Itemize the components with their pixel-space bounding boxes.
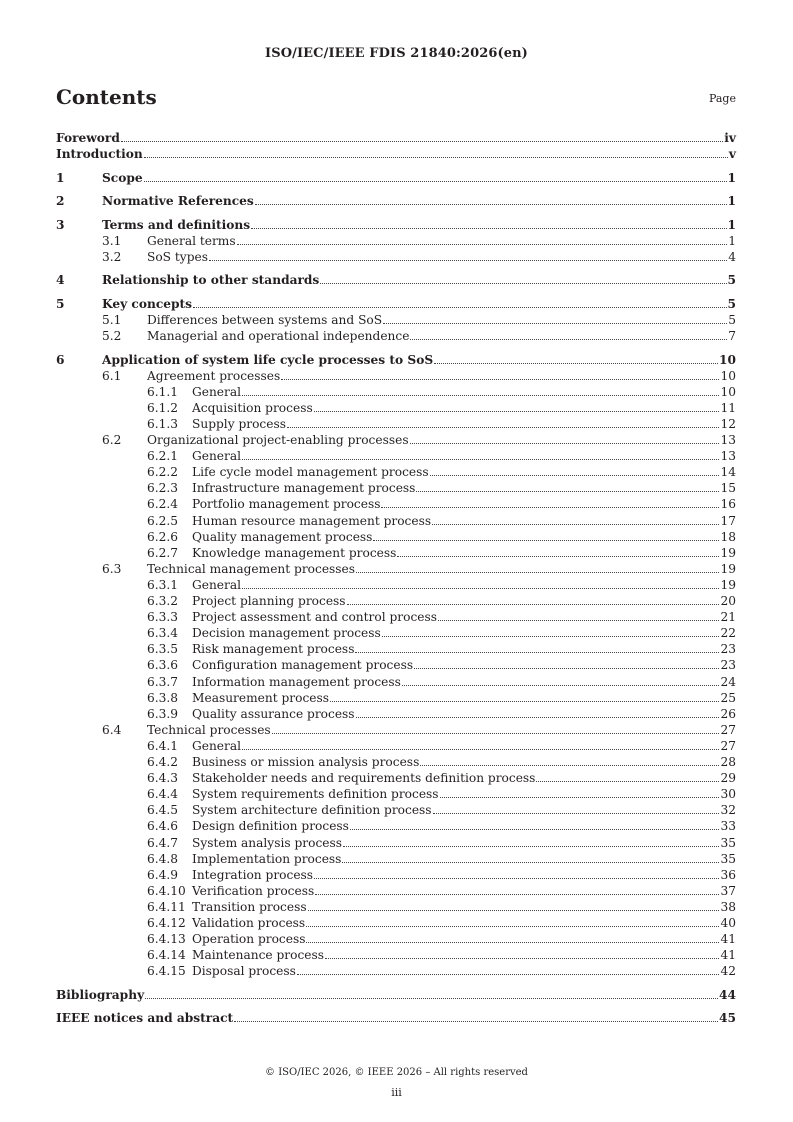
dot-leader xyxy=(234,1021,718,1022)
page-column-label: Page xyxy=(708,92,736,105)
toc-entry[interactable] xyxy=(56,689,736,705)
toc-entry-number: 6.2 xyxy=(102,433,122,447)
toc-entry-page: 1 xyxy=(727,170,736,185)
toc-entry-number: 6.3.7 xyxy=(147,674,179,689)
toc-entry[interactable] xyxy=(56,528,736,544)
toc-entry-number: 2 xyxy=(56,194,65,209)
dot-leader xyxy=(381,507,719,508)
toc-entry-title: Transition process xyxy=(192,899,307,914)
toc-entry[interactable] xyxy=(56,311,736,327)
toc-entry-page: 19 xyxy=(720,545,736,560)
toc-entry-number: 6.4.1 xyxy=(147,738,179,753)
toc-entry[interactable] xyxy=(56,624,736,640)
toc-entry[interactable] xyxy=(56,512,736,528)
toc-entry-title: Validation process xyxy=(192,916,306,930)
toc-entry-number: 6.2.7 xyxy=(147,545,179,560)
toc-entry-title: Verification process xyxy=(192,883,315,898)
dot-leader xyxy=(144,157,728,158)
toc-entry-page: 21 xyxy=(720,610,736,625)
dot-leader xyxy=(355,652,719,653)
toc-entry[interactable] xyxy=(56,866,736,882)
toc-entry-title: SoS types xyxy=(147,249,208,264)
toc-entry-page: 38 xyxy=(720,899,736,914)
toc-entry[interactable] xyxy=(56,248,736,264)
toc-entry-page: 36 xyxy=(720,867,736,882)
dot-leader xyxy=(287,427,720,428)
toc-entry-page: 32 xyxy=(720,803,736,818)
dot-leader xyxy=(347,604,720,605)
toc-entry-number: 5 xyxy=(56,296,65,311)
toc-entry-page: 12 xyxy=(720,416,736,431)
toc-entry-number: 6.4.13 xyxy=(147,932,186,947)
toc-entry-title: System requirements definition process xyxy=(192,787,439,802)
toc-entry-number: 6.2.4 xyxy=(147,497,179,512)
toc-entry-page: 13 xyxy=(720,449,736,464)
toc-entry[interactable] xyxy=(56,216,736,232)
toc-entry-number: 6 xyxy=(56,352,65,367)
toc-entry-title: Life cycle model management process xyxy=(192,465,429,480)
toc-entry-page: 14 xyxy=(720,465,736,480)
dot-leader xyxy=(438,620,719,621)
toc-entry-title: Project assessment and control process xyxy=(192,610,437,625)
toc-entry-number: 6.1.1 xyxy=(147,384,179,399)
contents-title: Contents xyxy=(56,85,157,109)
toc-entry-number: 6.4.3 xyxy=(147,771,179,786)
toc-entry[interactable] xyxy=(56,192,736,208)
dot-leader xyxy=(342,862,719,863)
dot-leader xyxy=(144,181,727,182)
toc-entry-number: 6.4.2 xyxy=(147,755,179,769)
toc-entry-title: Knowledge management process xyxy=(192,545,397,560)
toc-entry[interactable] xyxy=(56,705,736,721)
page-number: iii xyxy=(391,1086,402,1099)
dot-leader xyxy=(306,942,719,943)
dot-leader xyxy=(414,668,719,669)
toc-entry-title: System architecture definition process xyxy=(192,803,432,818)
toc-entry[interactable] xyxy=(56,351,736,367)
toc-entry[interactable] xyxy=(56,271,736,287)
dot-leader xyxy=(281,379,719,380)
toc-entry-number: 6.3.4 xyxy=(147,626,179,641)
dot-leader xyxy=(242,749,719,750)
toc-entry-page: 27 xyxy=(720,738,736,753)
toc-entry-number: 6.4.9 xyxy=(147,867,179,882)
toc-entry-number: 6.4.5 xyxy=(147,803,179,818)
toc-entry[interactable] xyxy=(56,232,736,248)
toc-entry-title: Disposal process xyxy=(192,964,296,979)
toc-entry-number: 6.4 xyxy=(102,722,122,737)
toc-entry-title: Stakeholder needs and requirements definition process xyxy=(192,771,536,786)
toc-entry-title: Foreword xyxy=(56,131,120,145)
toc-entry-title: Normative References xyxy=(102,194,254,209)
toc-entry-page: 41 xyxy=(720,932,736,947)
toc-entry-title: Design definition process xyxy=(192,819,349,834)
toc-entry-number: 6.3.5 xyxy=(147,642,179,657)
toc-entry-number: 6.2.3 xyxy=(147,481,179,496)
toc-entry-page: 1 xyxy=(727,217,736,232)
dot-leader xyxy=(242,588,719,589)
copyright-footer: © ISO/IEC 2026, © IEEE 2026 – All rights reserved xyxy=(265,1067,528,1078)
toc-entry-number: 6.4.15 xyxy=(147,964,186,979)
toc-entry-number: 6.4.10 xyxy=(147,883,186,898)
toc-entry-title: General xyxy=(192,384,241,399)
toc-entry-title: Measurement process xyxy=(192,690,330,705)
toc-entry[interactable] xyxy=(56,737,736,753)
toc-entry-title: Risk management process xyxy=(192,642,355,657)
toc-entry-page: 10 xyxy=(720,368,736,383)
document-header: ISO/IEC/IEEE FDIS 21840:2026(en) xyxy=(265,46,528,61)
dot-leader xyxy=(433,813,720,814)
toc-entry-page: 5 xyxy=(727,273,736,288)
toc-entry-number: 6.4.12 xyxy=(147,916,186,930)
toc-entry[interactable] xyxy=(56,721,736,737)
toc-entry-page: 4 xyxy=(728,249,736,264)
dot-leader xyxy=(320,283,726,284)
toc-entry-number: 6.3.1 xyxy=(147,577,179,592)
toc-entry-title: Implementation process xyxy=(192,851,342,866)
dot-leader xyxy=(121,141,723,142)
toc-entry-page: 41 xyxy=(720,948,736,963)
toc-entry-number: 3 xyxy=(56,217,65,232)
dot-leader xyxy=(314,411,720,412)
toc-entry-title: Introduction xyxy=(56,147,143,162)
toc-entry-number: 6.2.2 xyxy=(147,465,179,480)
toc-entry-number: 5.1 xyxy=(102,312,122,327)
toc-entry[interactable] xyxy=(56,817,736,833)
toc-entry[interactable] xyxy=(56,447,736,463)
toc-entry[interactable] xyxy=(56,914,736,930)
toc-entry-number: 6.2.6 xyxy=(147,529,179,544)
toc-entry[interactable] xyxy=(56,327,736,343)
toc-entry-title: Relationship to other standards xyxy=(102,273,320,288)
toc-entry-page: 33 xyxy=(720,819,736,834)
toc-entry-number: 6.4.11 xyxy=(147,899,186,914)
toc-entry[interactable] xyxy=(56,801,736,817)
toc-entry-title: Bibliography xyxy=(56,987,145,1002)
dot-leader xyxy=(382,636,720,637)
toc-entry-page: 19 xyxy=(720,577,736,592)
dot-leader xyxy=(434,363,718,364)
dot-leader xyxy=(373,540,719,541)
dot-leader xyxy=(410,443,720,444)
toc-entry-page: 27 xyxy=(720,722,736,737)
dot-leader xyxy=(308,910,720,911)
toc-entry-title: Operation process xyxy=(192,932,306,947)
toc-entry-page: 5 xyxy=(727,296,736,311)
toc-entry-page: 10 xyxy=(719,352,736,367)
toc-entry-page: 42 xyxy=(720,964,736,979)
toc-entry[interactable] xyxy=(56,640,736,656)
toc-entry[interactable] xyxy=(56,882,736,898)
toc-entry-page: 44 xyxy=(719,987,736,1002)
toc-entry[interactable] xyxy=(56,769,736,785)
toc-entry-page: 7 xyxy=(728,329,736,343)
toc-entry[interactable] xyxy=(56,576,736,592)
toc-entry[interactable] xyxy=(56,129,736,145)
toc-entry-page: 28 xyxy=(720,755,736,769)
toc-entry-title: Quality management process xyxy=(192,529,373,544)
toc-entry-number: 6.3.6 xyxy=(147,658,179,673)
toc-entry[interactable] xyxy=(56,785,736,801)
toc-entry-number: 4 xyxy=(56,273,65,288)
toc-entry[interactable] xyxy=(56,367,736,383)
dot-leader xyxy=(242,395,719,396)
toc-entry-number: 3.1 xyxy=(102,233,122,248)
toc-entry-number: 6.3 xyxy=(102,561,122,576)
dot-leader xyxy=(306,926,719,927)
toc-entry-title: General xyxy=(192,738,241,753)
dot-leader xyxy=(536,781,719,782)
toc-entry-title: Acquisition process xyxy=(192,400,313,415)
toc-entry[interactable] xyxy=(56,495,736,511)
dot-leader xyxy=(410,339,727,340)
dot-leader xyxy=(432,524,719,525)
toc-entry-title: Business or mission analysis process xyxy=(192,755,420,769)
toc-entry-page: 35 xyxy=(720,835,736,850)
toc-entry-title: Technical processes xyxy=(147,722,271,737)
toc-entry-number: 1 xyxy=(56,170,65,185)
dot-leader xyxy=(297,974,720,975)
toc-entry-title: Technical management processes xyxy=(147,561,356,576)
toc-entry[interactable] xyxy=(56,608,736,624)
toc-entry-page: 22 xyxy=(720,626,736,641)
toc-entry-page: 1 xyxy=(727,194,736,209)
toc-entry-title: Information management process xyxy=(192,674,401,689)
toc-entry-page: 37 xyxy=(720,883,736,898)
dot-leader xyxy=(356,717,720,718)
toc-entry-title: Infrastructure management process xyxy=(192,481,416,496)
toc-entry[interactable] xyxy=(56,673,736,689)
dot-leader xyxy=(416,491,719,492)
toc-entry-number: 6.3.3 xyxy=(147,610,179,625)
toc-entry[interactable] xyxy=(56,962,736,978)
toc-entry[interactable] xyxy=(56,399,736,415)
dot-leader xyxy=(251,228,726,229)
toc-entry[interactable] xyxy=(56,479,736,495)
toc-entry-title: Application of system life cycle processes to SoS xyxy=(102,352,434,367)
toc-entry-title: Maintenance process xyxy=(192,948,324,963)
toc-entry-page: 40 xyxy=(720,916,736,930)
dot-leader xyxy=(237,244,728,245)
toc-entry-title: Managerial and operational independence xyxy=(147,329,410,343)
toc-entry[interactable] xyxy=(56,560,736,576)
dot-leader xyxy=(314,878,719,879)
toc-entry-number: 6.2.1 xyxy=(147,449,179,464)
toc-entry-title: System analysis process xyxy=(192,835,342,850)
toc-entry-number: 6.2.5 xyxy=(147,513,179,528)
toc-entry-page: 5 xyxy=(728,312,736,327)
toc-entry-page: 23 xyxy=(720,658,736,673)
dot-leader xyxy=(193,307,727,308)
toc-entry[interactable] xyxy=(56,834,736,850)
toc-entry[interactable] xyxy=(56,169,736,185)
toc-entry-page: 29 xyxy=(720,771,736,786)
toc-entry[interactable] xyxy=(56,1009,736,1025)
toc-entry-number: 6.4.6 xyxy=(147,819,179,834)
toc-entry-number: 6.4.8 xyxy=(147,851,179,866)
toc-entry[interactable] xyxy=(56,295,736,311)
toc-entry-page: 30 xyxy=(720,787,736,802)
toc-entry[interactable] xyxy=(56,850,736,866)
toc-entry-number: 6.4.7 xyxy=(147,835,179,850)
toc-entry[interactable] xyxy=(56,753,736,769)
toc-entry-page: 23 xyxy=(720,642,736,657)
dot-leader xyxy=(420,765,719,766)
toc-entry-page: 26 xyxy=(720,706,736,721)
dot-leader xyxy=(397,556,719,557)
dot-leader xyxy=(343,846,719,847)
toc-entry-number: 6.4.14 xyxy=(147,948,186,963)
dot-leader xyxy=(356,572,719,573)
toc-entry-number: 6.1 xyxy=(102,368,122,383)
toc-entry-title: Integration process xyxy=(192,867,314,882)
toc-entry-title: Scope xyxy=(102,170,143,185)
toc-entry-title: Quality assurance process xyxy=(192,706,355,721)
toc-entry-page: 1 xyxy=(728,233,736,248)
toc-entry-number: 6.4.4 xyxy=(147,787,179,802)
dot-leader xyxy=(440,797,720,798)
toc-entry[interactable] xyxy=(56,431,736,447)
toc-entry-number: 6.3.9 xyxy=(147,706,179,721)
toc-entry[interactable] xyxy=(56,946,736,962)
toc-entry-title: Terms and definitions xyxy=(102,217,251,232)
toc-entry-page: 20 xyxy=(720,594,736,608)
toc-entry-page: 19 xyxy=(720,561,736,576)
toc-entry-page: 16 xyxy=(720,497,736,512)
toc-entry-title: IEEE notices and abstract xyxy=(56,1011,234,1026)
toc-entry-number: 5.2 xyxy=(102,329,122,343)
toc-entry-title: General xyxy=(192,577,241,592)
toc-entry-page: v xyxy=(728,147,736,162)
dot-leader xyxy=(430,475,720,476)
toc-entry-number: 6.3.2 xyxy=(147,594,179,608)
toc-entry-page: 25 xyxy=(720,690,736,705)
dot-leader xyxy=(350,829,720,830)
dot-leader xyxy=(325,958,719,959)
toc-entry[interactable] xyxy=(56,383,736,399)
toc-entry-number: 3.2 xyxy=(102,249,122,264)
toc-entry[interactable] xyxy=(56,930,736,946)
dot-leader xyxy=(383,323,727,324)
toc-entry-title: Key concepts xyxy=(102,296,193,311)
toc-entry[interactable] xyxy=(56,415,736,431)
dot-leader xyxy=(242,459,719,460)
toc-entry-page: 17 xyxy=(720,513,736,528)
toc-entry-title: General xyxy=(192,449,241,464)
dot-leader xyxy=(255,204,727,205)
dot-leader xyxy=(145,998,718,999)
toc-entry-page: 45 xyxy=(719,1011,736,1026)
toc-entry-number: 6.1.2 xyxy=(147,400,179,415)
toc-entry-title: Portfolio management process xyxy=(192,497,381,512)
toc-entry-page: 13 xyxy=(720,433,736,447)
toc-entry[interactable] xyxy=(56,145,736,161)
toc-entry-title: Organizational project-enabling processes xyxy=(147,433,409,447)
toc-entry-page: iv xyxy=(724,131,736,145)
toc-entry-number: 6.3.8 xyxy=(147,690,179,705)
toc-entry-page: 11 xyxy=(720,400,736,415)
toc-entry-title: Supply process xyxy=(192,416,286,431)
toc-entry[interactable] xyxy=(56,463,736,479)
toc-entry[interactable] xyxy=(56,592,736,608)
dot-leader xyxy=(330,701,719,702)
toc-entry-title: General terms xyxy=(147,233,236,248)
toc-entry[interactable] xyxy=(56,986,736,1002)
toc-entry-title: Differences between systems and SoS xyxy=(147,312,383,327)
toc-entry-number: 6.1.3 xyxy=(147,416,179,431)
toc-entry-title: Agreement processes xyxy=(147,368,281,383)
toc-entry-page: 15 xyxy=(720,481,736,496)
toc-entry[interactable] xyxy=(56,544,736,560)
toc-entry-page: 18 xyxy=(720,529,736,544)
toc-entry[interactable] xyxy=(56,656,736,672)
toc-entry-title: Configuration management process xyxy=(192,658,414,673)
toc-entry-title: Project planning process xyxy=(192,594,346,608)
dot-leader xyxy=(315,894,719,895)
toc-entry-page: 35 xyxy=(720,851,736,866)
toc-entry-title: Human resource management process xyxy=(192,513,432,528)
toc-entry-page: 10 xyxy=(720,384,736,399)
dot-leader xyxy=(209,260,727,261)
toc-entry[interactable] xyxy=(56,898,736,914)
toc-entry-title: Decision management process xyxy=(192,626,381,641)
toc-entry-page: 24 xyxy=(720,674,736,689)
dot-leader xyxy=(402,685,720,686)
dot-leader xyxy=(272,733,720,734)
